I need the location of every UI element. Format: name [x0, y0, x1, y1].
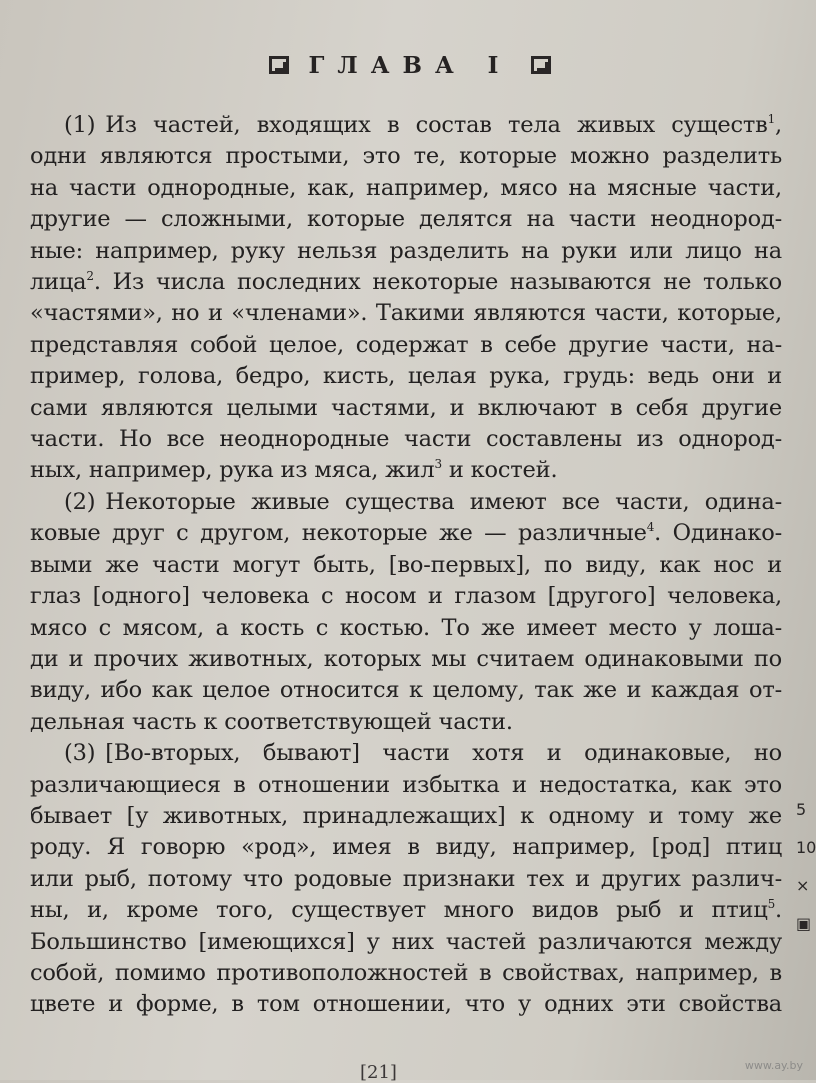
footnote-ref: 5: [767, 897, 776, 912]
text-line: выми же части могут быть, [во-первых], по виду, как нос и: [30, 551, 782, 578]
paragraph-number: (2): [64, 488, 96, 515]
text-line: виду, ибо как целое относится к целому, так же и каждая от-: [30, 677, 782, 704]
text-line: (3) [Во-вторых, бывают] части хотя и одинаковые, но: [64, 740, 782, 767]
text-line: (1) Из частей, входящих в состав тела живых существ$^1$,: [64, 112, 782, 138]
page-number: [21]: [360, 1062, 397, 1083]
meander-ornament-icon: [531, 56, 551, 74]
text-line: ковые друг с другом, некоторые же — различные$^4$. Одинако-: [30, 520, 782, 547]
text-line: «частями», но и «членами». Такими являются части, которые,: [30, 300, 782, 327]
text-line: одни являются простыми, это те, которые можно разделить: [30, 143, 782, 170]
text-line: дельная часть к соответствующей части.: [30, 708, 513, 735]
text-line: различающиеся в отношении избытка и недостатка, как это: [30, 771, 782, 798]
footnote-ref: 4: [646, 520, 655, 535]
text-line: ные: например, руку нельзя разделить на руки или лицо на: [30, 237, 782, 264]
footnote-ref: 3: [434, 457, 442, 472]
text-line: лица$^2$. Из числа последних некоторые называются не только: [30, 269, 782, 296]
margin-mark: ×: [796, 876, 810, 895]
text-line: Большинство [имеющихся] у них частей различаются между: [30, 928, 782, 955]
text-line: собой, помимо противоположностей в свойствах, например, в: [30, 959, 782, 986]
paragraph-number: (1): [64, 112, 96, 138]
text-line: роду. Я говорю «род», имея в виду, например, [род] птиц: [30, 834, 782, 861]
paragraph-number: (3): [64, 740, 96, 767]
text-line: цвете и форме, в том отношении, что у одних эти свойства: [30, 991, 782, 1018]
body-text: [30, 110, 782, 1021]
text-line: другие — сложными, которые делятся на части неоднород-: [30, 206, 782, 233]
paragraph-3: [30, 738, 782, 1021]
text-line: мясо с мясом, а кость с костью. То же имеет место у лоша-: [30, 614, 782, 641]
text-line: (2) Некоторые живые существа имеют все части, одина-: [64, 488, 782, 515]
text-line: ны, и, кроме того, существует много видов рыб и птиц$^5$.: [30, 897, 782, 924]
text-line: бывает [у животных, принадлежащих] к одному и тому же: [30, 802, 782, 829]
margin-mark: 5: [796, 800, 807, 819]
watermark: www.ay.by: [744, 1059, 803, 1072]
text-line: пример, голова, бедро, кисть, целая рука, грудь: ведь они и: [30, 363, 782, 390]
margin-mark: ▣: [796, 914, 812, 933]
chapter-title: ГЛАВА I: [308, 51, 512, 79]
paragraph-2: [30, 487, 782, 738]
chapter-heading: [240, 48, 580, 82]
paragraph-1: [30, 110, 782, 487]
margin-line-numbers: [796, 800, 816, 1040]
text-line: части. Но все неоднородные части составлены из однород-: [30, 426, 782, 453]
margin-mark: 10: [796, 838, 816, 857]
text-line: на части однородные, как, например, мясо на мясные части,: [30, 174, 782, 201]
text-line: ных, например, рука из мяса, жил$^3$ и костей.: [30, 457, 558, 484]
meander-ornament-icon: [269, 56, 289, 74]
text-line: сами являются целыми частями, и включают в себя другие: [30, 394, 782, 421]
footnote-ref: 2: [86, 269, 94, 284]
footnote-ref: 1: [767, 112, 776, 126]
text-line: глаз [одного] человека с носом и глазом [другого] человека,: [30, 583, 782, 610]
text-line: ди и прочих животных, которых мы считаем одинаковыми по: [30, 645, 782, 672]
text-line: или рыб, потому что родовые признаки тех и других различ-: [30, 865, 782, 892]
text-line: представляя собой целое, содержат в себе другие части, на-: [30, 331, 782, 358]
